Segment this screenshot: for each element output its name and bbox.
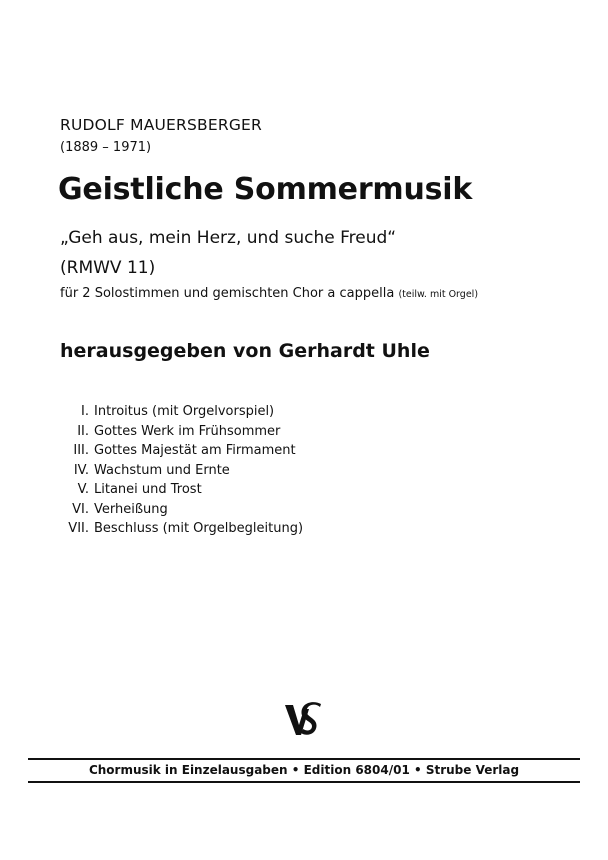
- footer-series-line: Chormusik in Einzelausgaben • Edition 6804/01 • Strube Verlag: [88, 763, 520, 777]
- catalog-number: (RMWV 11): [60, 258, 156, 278]
- list-item: [60, 519, 303, 539]
- movement-title: Gottes Werk im Frühsommer: [94, 423, 281, 439]
- list-item: [60, 500, 303, 520]
- movement-title: Verheißung: [94, 501, 168, 517]
- movement-title: Beschluss (mit Orgelbegleitung): [94, 521, 304, 536]
- movement-number: V.: [77, 482, 89, 497]
- scoring-note: (teilw. mit Orgel): [398, 289, 479, 300]
- movement-number: III.: [73, 443, 89, 458]
- movement-title: Introitus (mit Orgelvorspiel): [94, 404, 275, 419]
- movement-number: I.: [81, 404, 89, 419]
- composer-dates: (1889 – 1971): [60, 140, 152, 155]
- movement-list: [60, 402, 303, 539]
- scoring-line: [60, 286, 478, 301]
- editor-credit: herausgegeben von Gerhardt Uhle: [60, 340, 430, 362]
- list-item: [60, 461, 303, 481]
- scoring-text: für 2 Solostimmen und gemischten Chor a cappella: [60, 286, 395, 301]
- movement-title: Litanei und Trost: [94, 482, 202, 497]
- work-title: Geistliche Sommermusik: [58, 172, 473, 207]
- list-item: [60, 402, 303, 422]
- composer-name: RUDOLF MAUERSBERGER: [60, 116, 263, 134]
- list-item: [60, 422, 303, 442]
- movement-title: Wachstum und Ernte: [94, 462, 230, 478]
- movement-title: Gottes Majestät am Firmament: [94, 443, 296, 458]
- publisher-logo-icon: [283, 699, 323, 741]
- list-item: [60, 480, 303, 500]
- movement-number: VI.: [72, 501, 89, 517]
- movement-number: VII.: [68, 521, 89, 536]
- work-subtitle: „Geh aus, mein Herz, und suche Freud“: [60, 228, 397, 248]
- footer-rule-bottom: [28, 781, 580, 783]
- list-item: [60, 441, 303, 461]
- movement-number: IV.: [73, 462, 89, 478]
- movement-number: II.: [77, 423, 89, 439]
